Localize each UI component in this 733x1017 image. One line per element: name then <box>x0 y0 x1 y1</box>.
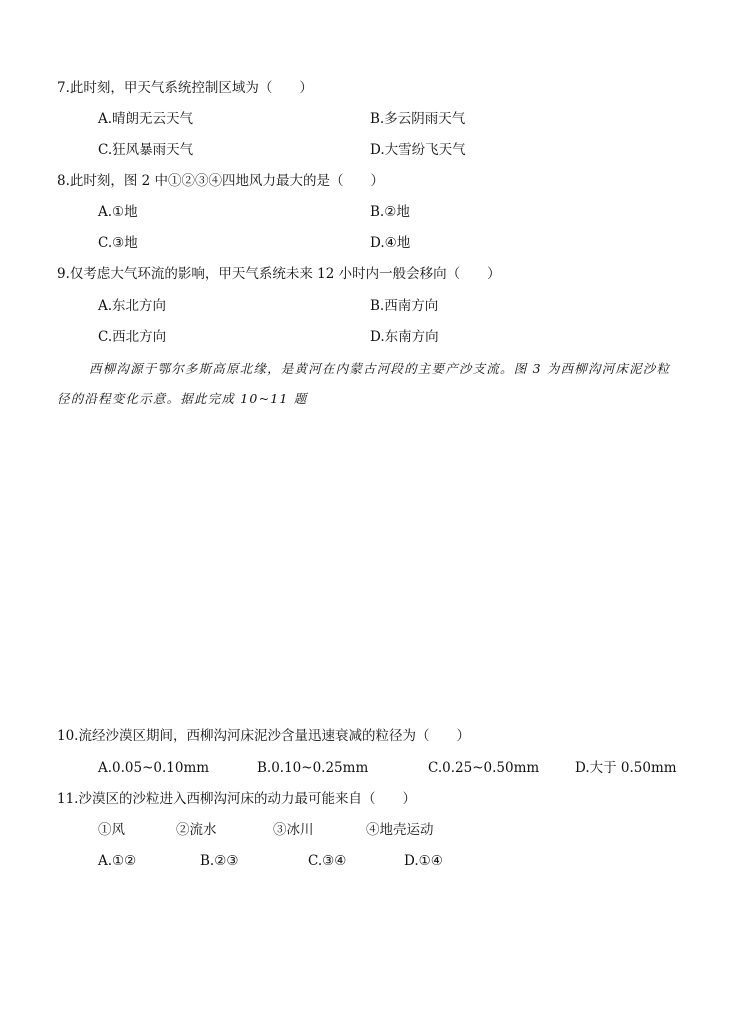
question-9-option-c: C.西北方向 <box>98 329 167 345</box>
question-8-option-a: A.①地 <box>98 204 138 220</box>
question-7-option-b: B.多云阴雨天气 <box>370 111 466 127</box>
question-7-option-c: C.狂风暴雨天气 <box>98 142 194 158</box>
question-9-option-b: B.西南方向 <box>370 298 439 314</box>
question-8-option-b: B.②地 <box>370 204 410 220</box>
question-11-item-4: ④地壳运动 <box>366 822 434 838</box>
question-9-option-d: D.东南方向 <box>370 329 439 345</box>
question-7-option-d: D.大雪纷飞天气 <box>370 142 466 158</box>
question-7-stem: 7.此时刻，甲天气系统控制区域为（ ） <box>57 80 313 96</box>
question-8-option-d: D.④地 <box>370 235 411 251</box>
question-7-option-a: A.晴朗无云天气 <box>98 111 194 127</box>
question-9-stem: 9.仅考虑大气环流的影响，甲天气系统未来 12 小时内一般会移向（ ） <box>57 266 501 282</box>
question-10-option-d: D.大于 0.50mm <box>575 760 677 776</box>
question-11-item-1: ①风 <box>98 822 125 838</box>
figure-placeholder <box>57 420 677 710</box>
question-11-option-d: D.①④ <box>404 853 443 869</box>
question-10-option-b: B.0.10~0.25mm <box>257 760 369 776</box>
question-11-item-3: ③冰川 <box>273 822 314 838</box>
passage-text: 西柳沟源于鄂尔多斯高原北缘，是黄河在内蒙古河段的主要产沙支流。图 3 为西柳沟河床泥沙粒径的沿程变化示意。据此完成 10~11 题 <box>57 361 671 406</box>
question-10-option-c: C.0.25~0.50mm <box>428 760 540 776</box>
question-10-option-a: A.0.05~0.10mm <box>98 760 210 776</box>
question-11-option-b: B.②③ <box>200 853 239 869</box>
question-8-option-c: C.③地 <box>98 235 138 251</box>
question-9-option-a: A.东北方向 <box>98 298 167 314</box>
question-11-option-a: A.①② <box>98 853 137 869</box>
question-11-stem: 11.沙漠区的沙粒进入西柳沟河床的动力最可能来自（ ） <box>57 791 416 807</box>
question-11-item-2: ②流水 <box>176 822 217 838</box>
question-8-stem: 8.此时刻，图 2 中①②③④四地风力最大的是（ ） <box>57 173 385 189</box>
question-10-stem: 10.流经沙漠区期间，西柳沟河床泥沙含量迅速衰减的粒径为（ ） <box>57 728 470 744</box>
question-11-option-c: C.③④ <box>308 853 347 869</box>
